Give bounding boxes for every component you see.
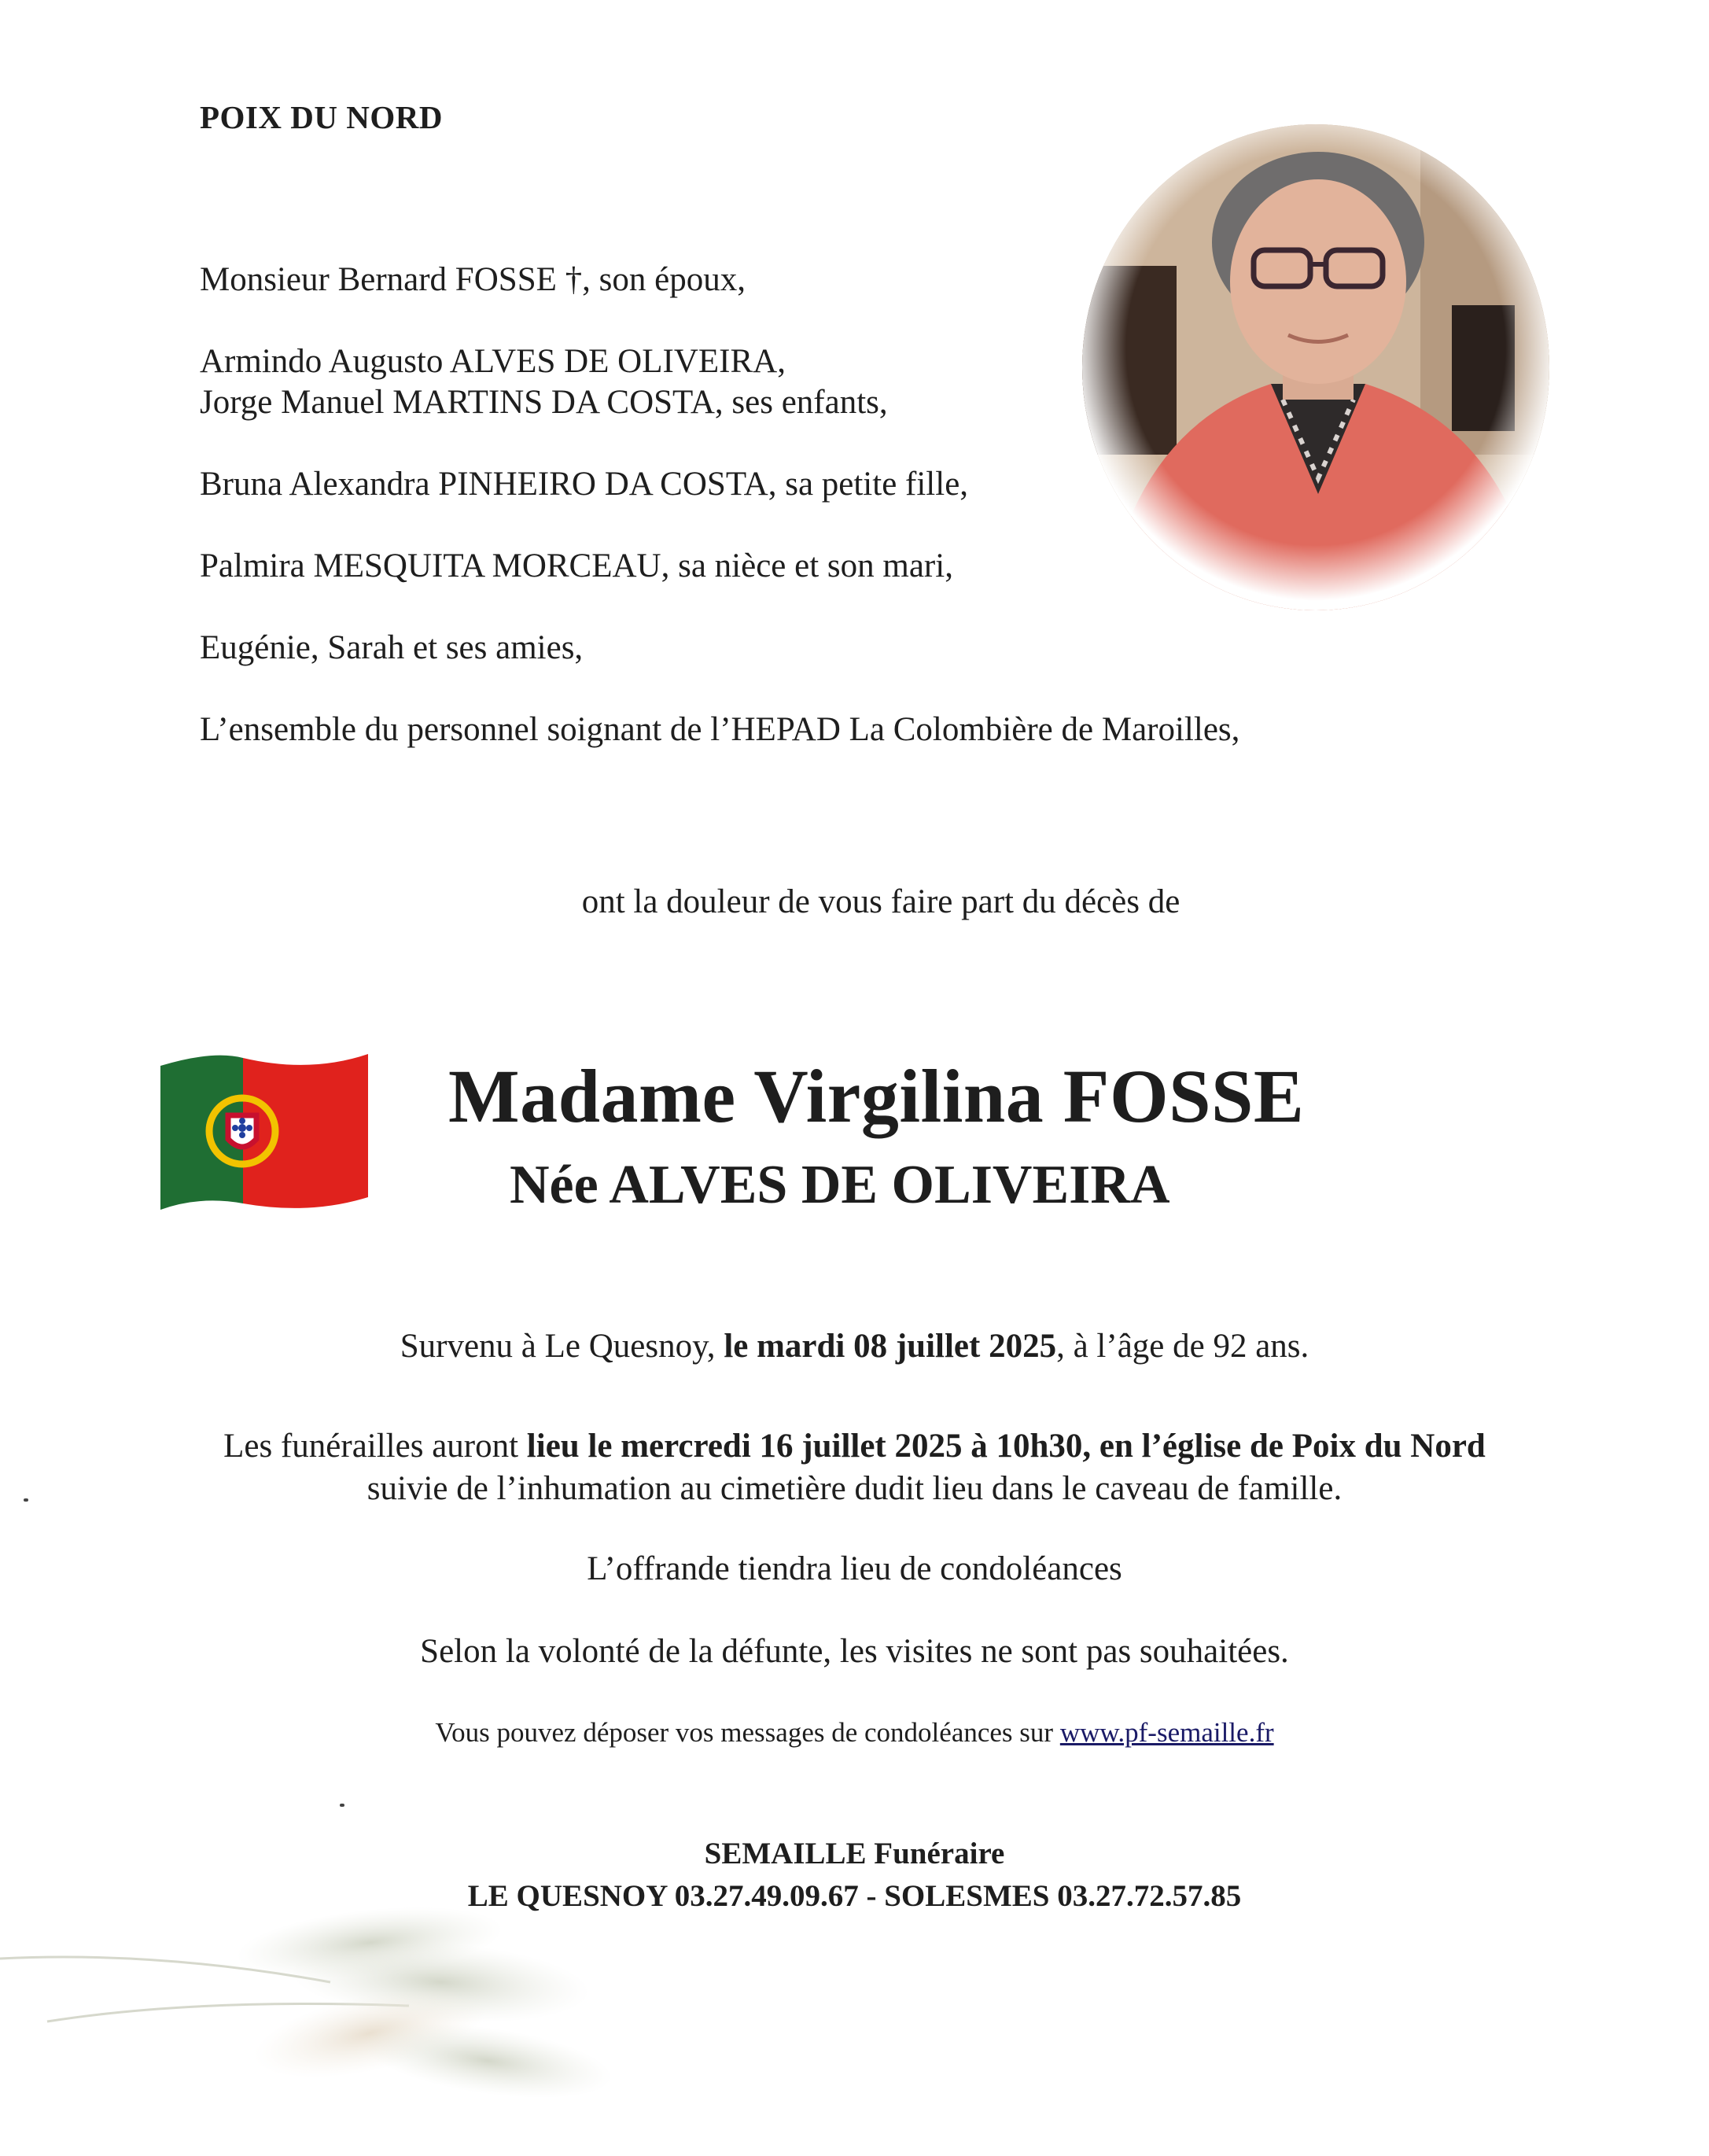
condolences-link[interactable]: www.pf-semaille.fr [1059, 1717, 1274, 1748]
family-group [200, 709, 1379, 750]
death-info [0, 1325, 1709, 1368]
condolences-line [0, 1712, 1709, 1754]
family-line: Jorge Manuel MARTINS DA COSTA, ses enfants, [200, 384, 888, 421]
scan-speck [340, 1804, 344, 1807]
portrait-photo [1082, 124, 1549, 610]
funeral-info [0, 1425, 1709, 1510]
announcement-text: ont la douleur de vous faire part du décès de [581, 883, 1180, 920]
funeral-details: lieu le mercredi 16 juillet 2025 à 10h30, en l’église de Poix du Nord [526, 1428, 1486, 1465]
portrait-illustration [1082, 124, 1549, 610]
family-line: L’ensemble du personnel soignant de l’HEPAD La Colombière de Maroilles, [200, 711, 1240, 748]
portugal-flag-icon [160, 1054, 368, 1211]
funeral-line-1 [0, 1425, 1709, 1468]
family-group [200, 628, 1379, 669]
deceased-name: Madame Virgilina FOSSE [448, 1054, 1305, 1138]
offering-text: L’offrande tiendra lieu de condoléances [587, 1550, 1122, 1587]
funeral-home-contacts: LE QUESNOY 03.27.49.09.67 - SOLESMES 03.27.72.57.85 [467, 1879, 1242, 1913]
maiden-name: Née ALVES DE OLIVEIRA [510, 1155, 1170, 1215]
death-suffix: , à l’âge de 92 ans. [1056, 1328, 1309, 1365]
town-heading: POIX DU NORD [200, 99, 443, 135]
scan-speck [24, 1498, 28, 1502]
decorative-grass [0, 1864, 708, 2132]
death-date: le mardi 08 juillet 2025 [724, 1328, 1057, 1365]
family-line: Monsieur Bernard FOSSE †, son époux, [200, 261, 746, 298]
condolences-text: Vous pouvez déposer vos messages de condoléances sur [435, 1717, 1060, 1748]
family-line: Armindo Augusto ALVES DE OLIVEIRA, [200, 343, 786, 380]
funeral-prefix: Les funérailles auront [223, 1428, 527, 1465]
family-line: Bruna Alexandra PINHEIRO DA COSTA, sa petite fille, [200, 466, 969, 503]
death-prefix: Survenu à Le Quesnoy, [400, 1328, 724, 1365]
visits-text: Selon la volonté de la défunte, les visites ne sont pas souhaitées. [420, 1633, 1289, 1670]
family-line: Eugénie, Sarah et ses amies, [200, 629, 584, 666]
funeral-line-2: suivie de l’inhumation au cimetière dudit lieu dans le caveau de famille. [366, 1470, 1343, 1507]
funeral-home-name: SEMAILLE Funéraire [704, 1837, 1005, 1870]
family-line: Palmira MESQUITA MORCEAU, sa nièce et son mari, [200, 547, 953, 584]
